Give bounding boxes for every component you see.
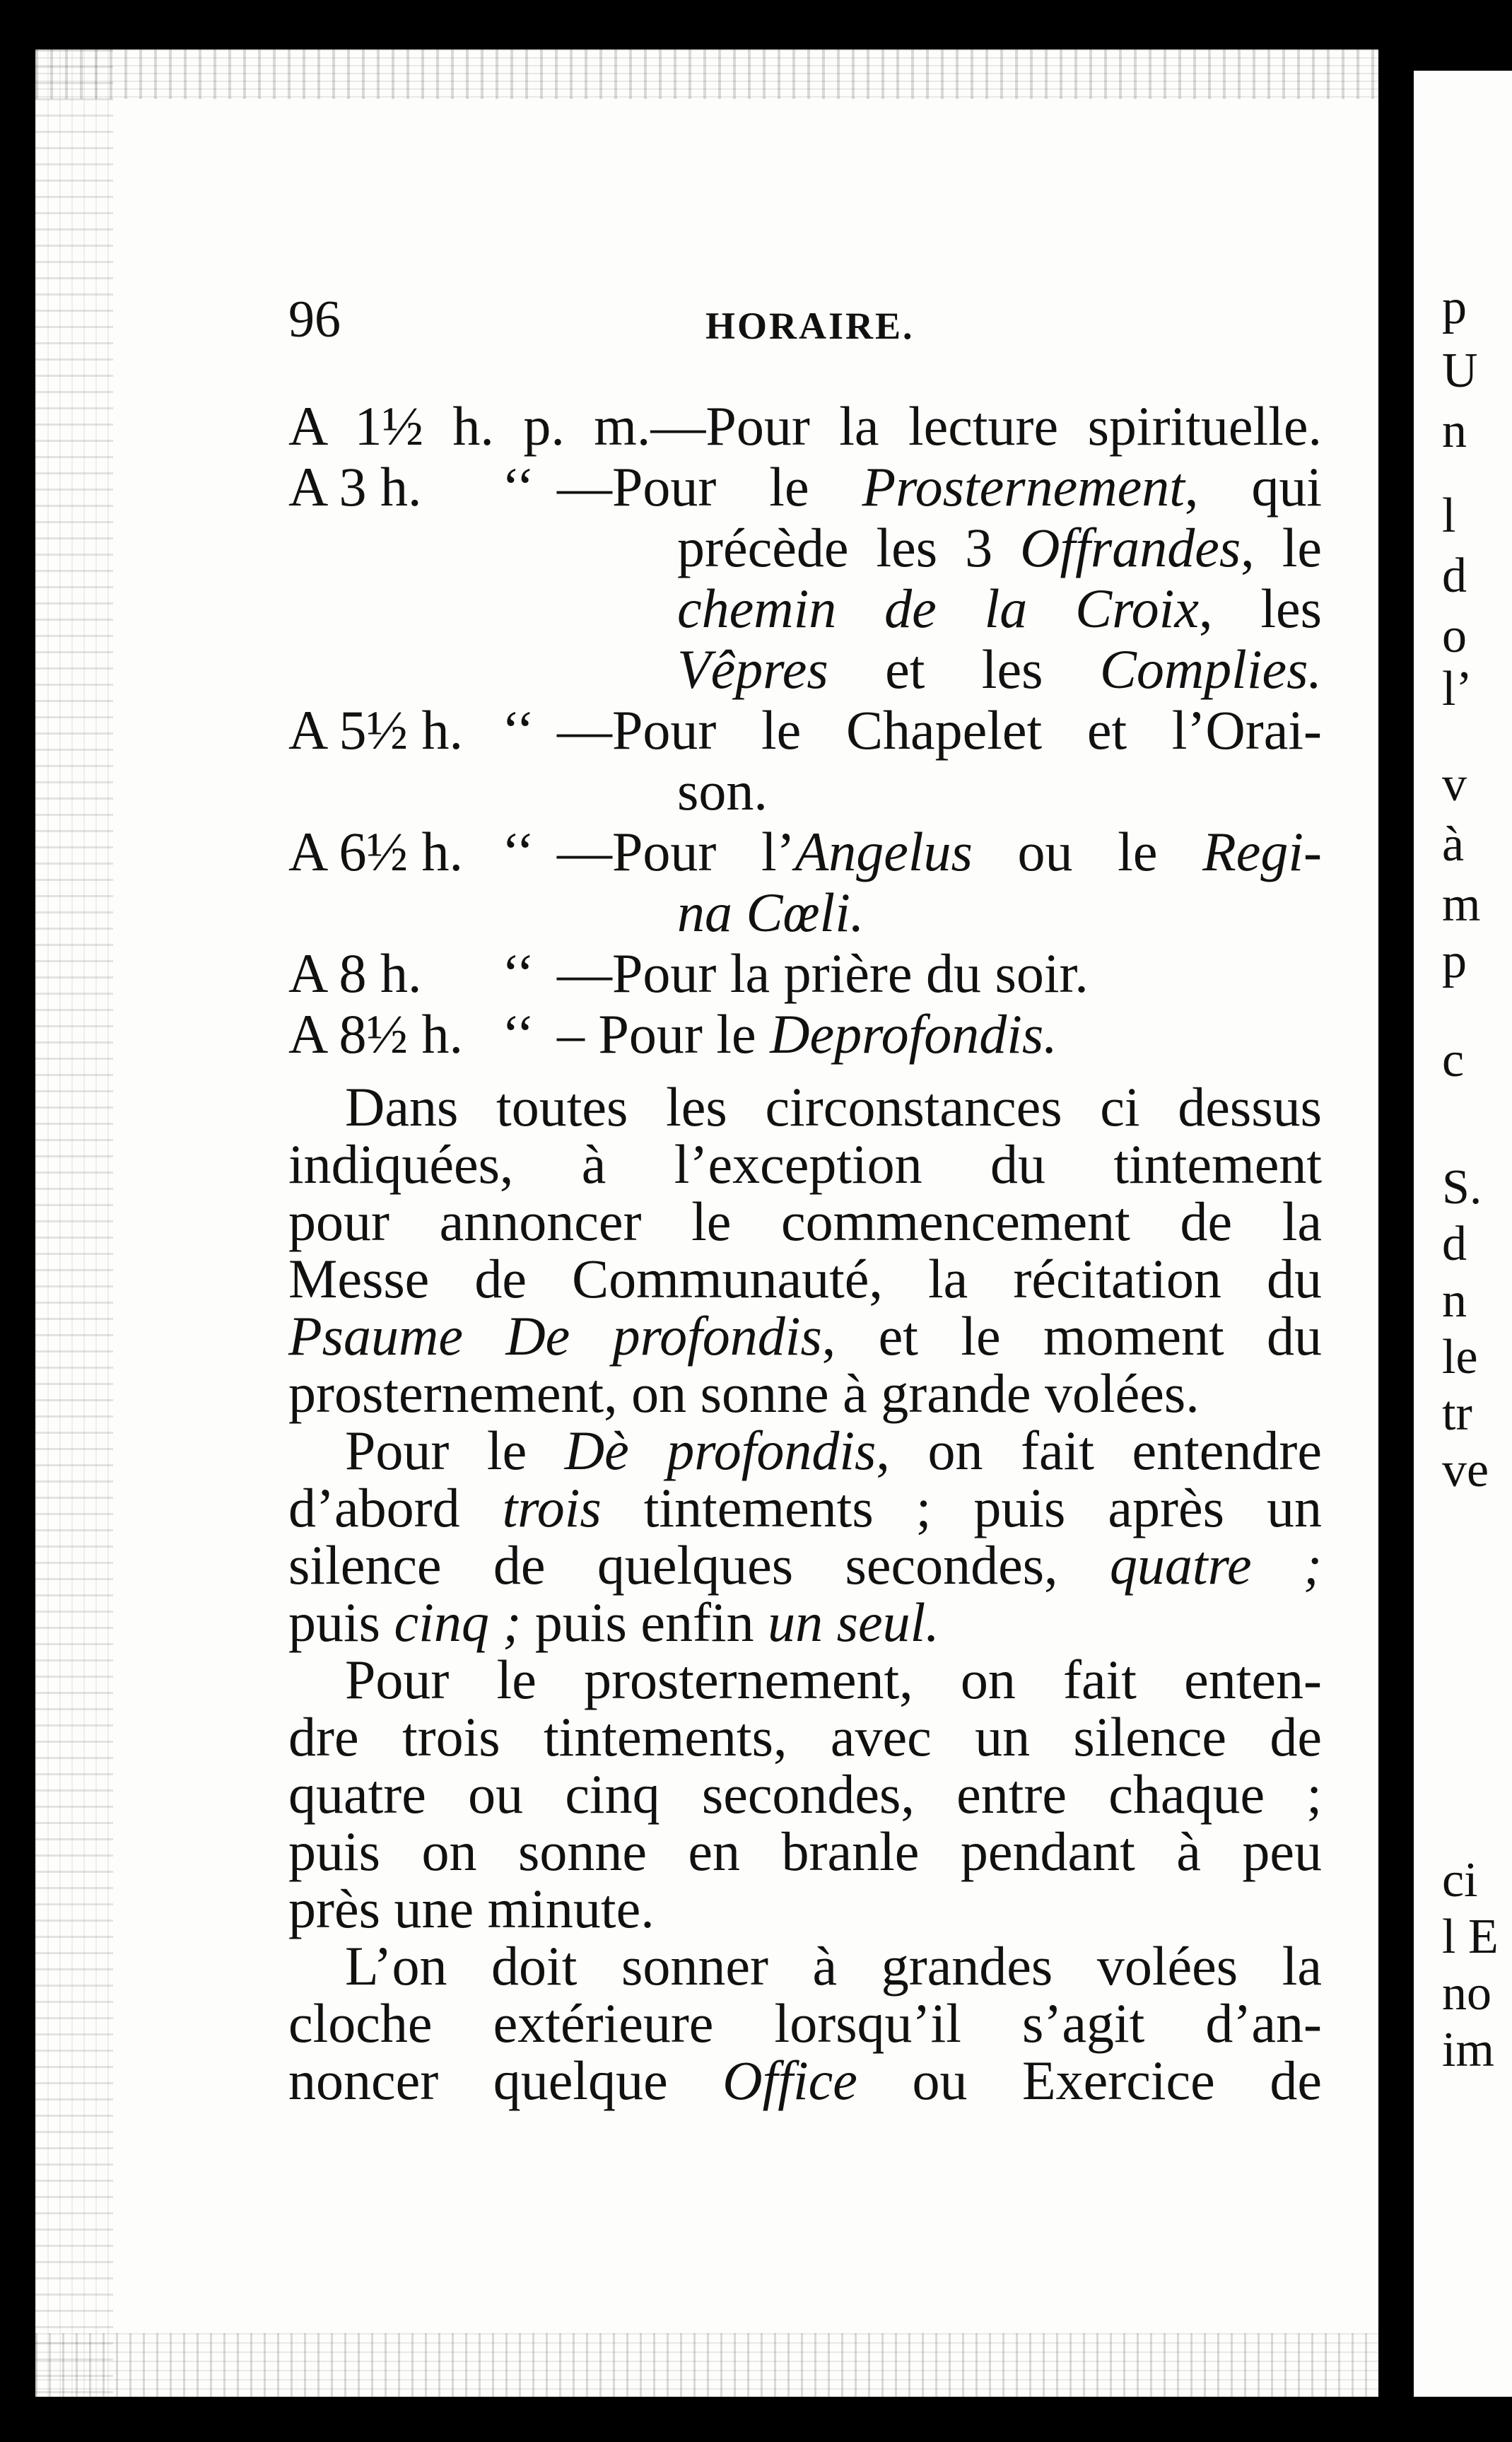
- text-line: [288, 1935, 1322, 1997]
- adjacent-page-fragment: p: [1442, 280, 1467, 334]
- schedule-continuation-line: [288, 578, 1322, 639]
- text-run: —Pour la prière du soir.: [557, 942, 1089, 1004]
- text-run: —Pour le Chapelet et l’Orai-: [557, 699, 1322, 761]
- body-text: [288, 1078, 1322, 2109]
- text-line: [288, 1994, 1322, 2052]
- ditto-mark: ‘‘: [501, 699, 535, 761]
- text-line: [288, 1307, 1322, 1365]
- text-run: —Pour le: [557, 456, 862, 518]
- text-run: quatre ou cinq secondes, entre chaque ;: [288, 1763, 1322, 1825]
- text-run: puis enfin: [521, 1591, 768, 1653]
- schedule-list: [288, 396, 1322, 1065]
- adjacent-page-fragment: n: [1442, 1273, 1467, 1328]
- italic-text: Prosternement: [862, 456, 1185, 518]
- text-run: d’abord: [288, 1477, 503, 1538]
- text-run: noncer quelque: [288, 2050, 723, 2111]
- ditto-mark: ‘‘: [501, 456, 535, 518]
- text-run: pour annoncer le commencement de la: [288, 1191, 1322, 1252]
- text-run: Pour le prosternement, on fait enten-: [345, 1649, 1322, 1710]
- adjacent-page-fragment: v: [1442, 757, 1467, 812]
- text-run: , on fait entendre: [876, 1420, 1322, 1481]
- text-run: cloche extérieure lorsqu’il s’agit d’an-: [288, 1992, 1322, 2054]
- schedule-row: [288, 943, 1322, 1004]
- italic-text: trois: [502, 1477, 602, 1538]
- italic-text: un seul.: [768, 1591, 939, 1653]
- schedule-time: A 5½ h.: [288, 699, 464, 761]
- page-number: 96: [288, 291, 341, 349]
- adjacent-page-fragment: U: [1442, 344, 1478, 398]
- italic-text: Angelus: [795, 821, 973, 882]
- schedule-continuation-line: [288, 882, 1322, 943]
- adjacent-page-fragment: l: [1442, 489, 1456, 543]
- text-line: [288, 1193, 1322, 1250]
- italic-text: Offrandes: [1020, 517, 1241, 578]
- text-line: [288, 1765, 1322, 1823]
- text-run: silence de quelques secondes,: [288, 1534, 1110, 1596]
- adjacent-page-edge: [1414, 71, 1512, 2397]
- paragraph: [288, 1078, 1322, 1422]
- text-run: et les: [828, 638, 1100, 700]
- text-run: – Pour le: [557, 1003, 770, 1065]
- text-run: puis on sonne en branle pendant à peu: [288, 1821, 1322, 1882]
- ditto-mark: ‘‘: [501, 1003, 535, 1065]
- schedule-description: [557, 457, 1322, 518]
- text-line: [288, 1880, 1322, 1937]
- italic-text: Complies.: [1099, 638, 1322, 700]
- scan-noise-bottom: [35, 2333, 1378, 2397]
- schedule-time: A 8½ h.: [288, 1003, 464, 1065]
- adjacent-page-fragment: p: [1442, 934, 1467, 988]
- scan-noise-left: [35, 49, 113, 2397]
- running-head: HORAIRE.: [705, 305, 915, 347]
- adjacent-page-fragment: à: [1442, 817, 1465, 872]
- adjacent-page-fragment: l’: [1442, 662, 1472, 716]
- text-run: Messe de Communauté, la récitation du: [288, 1248, 1322, 1309]
- text-line: [288, 1250, 1322, 1307]
- text-run: Dans toutes les circonstances ci dessus: [345, 1076, 1322, 1138]
- text-run: puis: [288, 1591, 394, 1653]
- text-line: [288, 1536, 1322, 1594]
- text-run: près une minute.: [288, 1878, 655, 1939]
- page-header: [288, 290, 1322, 354]
- text-run: prosternement, on sonne à grande volées.: [288, 1362, 1200, 1424]
- text-line: [288, 1479, 1322, 1536]
- ditto-mark: ‘‘: [501, 942, 535, 1004]
- scan-noise-top: [35, 49, 1378, 99]
- adjacent-page-fragment: im: [1442, 2023, 1494, 2077]
- adjacent-page-fragment: c: [1442, 1033, 1465, 1087]
- adjacent-page-fragment: tr: [1442, 1386, 1472, 1441]
- text-run: , le: [1241, 517, 1322, 578]
- adjacent-page-fragment: m: [1442, 877, 1481, 932]
- schedule-description: [557, 1004, 1322, 1065]
- text-line: [288, 1135, 1322, 1193]
- adjacent-page-fragment: no: [1442, 1966, 1492, 2021]
- italic-text: Regi-: [1202, 821, 1322, 882]
- text-run: , et le moment du: [821, 1305, 1322, 1367]
- adjacent-page-fragment: ci: [1442, 1853, 1478, 1908]
- text-run: ou le: [972, 821, 1203, 882]
- paragraph: [288, 1937, 1322, 2109]
- text-run: Pour le: [345, 1420, 565, 1481]
- schedule-row: [288, 822, 1322, 882]
- text-line: [288, 1362, 1322, 1424]
- adjacent-page-fragment: le: [1442, 1330, 1478, 1384]
- schedule-row: [288, 396, 1322, 457]
- schedule-time: A 6½ h.: [288, 821, 464, 882]
- text-line: [288, 1706, 1322, 1768]
- adjacent-page-fragment: d: [1442, 1217, 1467, 1271]
- text-run: indiquées, à l’exception du tintement: [288, 1133, 1322, 1195]
- italic-text: quatre ;: [1109, 1534, 1322, 1596]
- text-line: [288, 1591, 1322, 1653]
- schedule-row: [288, 457, 1322, 518]
- italic-text: Office: [722, 2050, 857, 2111]
- text-line: [288, 1651, 1322, 1708]
- italic-text: Psaume De profondis: [288, 1305, 822, 1367]
- italic-text: Deprofondis.: [770, 1003, 1057, 1065]
- italic-text: na Cœli.: [677, 882, 865, 943]
- ditto-mark: ‘‘: [501, 821, 535, 882]
- paragraph: [288, 1422, 1322, 1651]
- adjacent-page-fragment: o: [1442, 609, 1467, 663]
- italic-text: cinq ;: [394, 1591, 522, 1653]
- text-line: [288, 2052, 1322, 2109]
- schedule-row: [288, 1004, 1322, 1065]
- schedule-line: A 1½ h. p. m.—Pour la lecture spirituelle.: [288, 395, 1322, 457]
- adjacent-page-fragment: d: [1442, 549, 1467, 603]
- text-run: , qui: [1184, 456, 1322, 518]
- text-line: [288, 1823, 1322, 1880]
- text-run: tintements ; puis après un: [601, 1477, 1322, 1538]
- schedule-time: A 3 h.: [288, 456, 422, 518]
- schedule-continuation-line: [288, 761, 1322, 822]
- text-run: , les: [1198, 578, 1322, 639]
- text-run: dre trois tintements, avec un silence de: [288, 1706, 1322, 1768]
- schedule-time: A 8 h.: [288, 942, 422, 1004]
- text-run: ou Exercice de: [857, 2050, 1322, 2111]
- text-run: L’on doit sonner à grandes volées la: [345, 1935, 1322, 1997]
- schedule-description: [557, 700, 1322, 761]
- text-line: [288, 1422, 1322, 1479]
- paragraph: [288, 1651, 1322, 1937]
- schedule-description: [557, 822, 1322, 882]
- text-line: [288, 1076, 1322, 1138]
- text-run: précède les 3: [677, 517, 1021, 578]
- text-run: son.: [677, 760, 768, 822]
- adjacent-page-fragment: l E: [1442, 1910, 1499, 1964]
- italic-text: Dè profondis: [564, 1420, 877, 1481]
- adjacent-page-fragment: ve: [1442, 1443, 1489, 1497]
- text-run: —Pour l’: [557, 821, 795, 882]
- italic-text: chemin de la Croix: [677, 578, 1199, 639]
- adjacent-page-fragment: n: [1442, 404, 1467, 458]
- schedule-continuation-line: [288, 639, 1322, 700]
- italic-text: Vêpres: [677, 638, 828, 700]
- schedule-description: [557, 943, 1322, 1004]
- adjacent-page-fragment: S.: [1442, 1160, 1482, 1215]
- schedule-continuation-line: [288, 518, 1322, 578]
- schedule-row: [288, 700, 1322, 761]
